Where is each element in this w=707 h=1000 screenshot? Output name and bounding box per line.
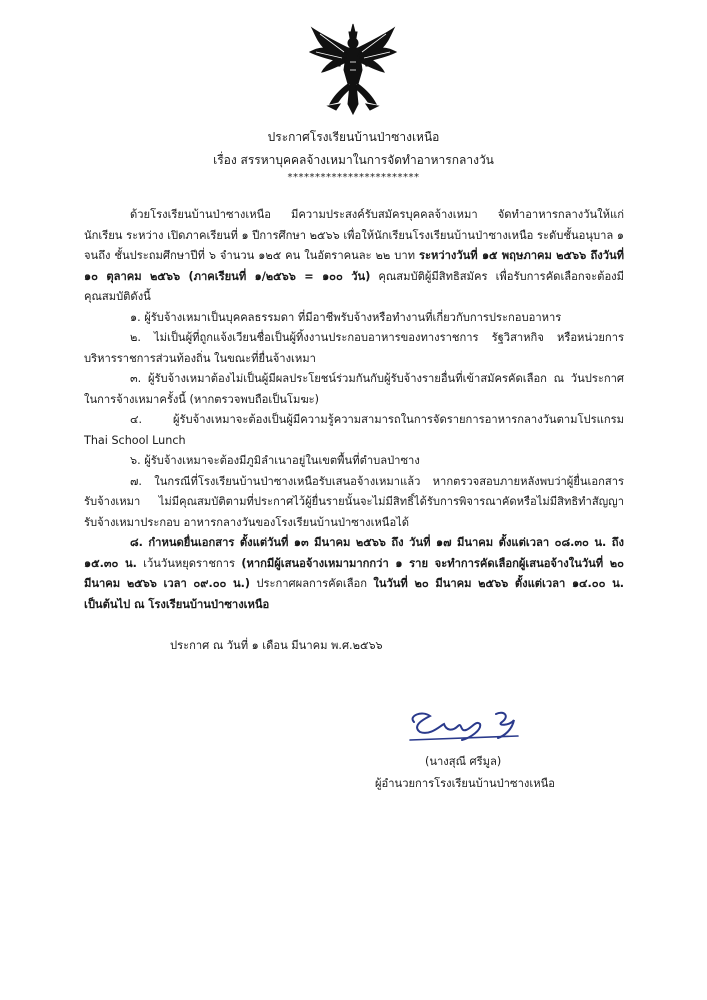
item8-text-1: เว้นวันหยุดราชการ <box>136 556 242 570</box>
signature-icon <box>400 706 530 746</box>
signer-position: ผู้อำนวยการโรงเรียนบ้านป่าซางเหนือ <box>375 777 555 790</box>
signer-name: (นางสุณี ศรีมูล) <box>425 755 502 768</box>
qualification-item-7: ๗. ในกรณีที่โรงเรียนบ้านป่าซางเหนือรับเสนอจ้างเหมาแล้ว หากตรวจสอบภายหลังพบว่าผู้ยื่นเอกสารรับจ้างเหมา ไม่มีคุณสมบัติตามที่ประกาศไว้ผู้ยื่นรายนั้นจะไม่มีสิทธิ์ได้รับการพิจารณาคัดหรือไม่มีสิทธิทำสัญญารับจ้างเหมาประกอบ อาหารกลางวันของโรงเรียนบ้านป่าซางเหนือได้ <box>84 474 624 529</box>
item8-bold-1: ๘. กำหนดยื่นเอกสาร ตั้งแต่วันที่ ๑๓ มีนาคม ๒๕๖๖ ถึง วันที่ ๑๗ มีนาคม ตั้งแต่เวลา ๐๘.๓๐ น. ถึง ๑๕.๓๐ น. <box>84 536 624 570</box>
qualification-item-1: ๑. ผู้รับจ้างเหมาเป็นบุคคลธรรมดา ที่มีอาชีพรับจ้างหรือทำงานที่เกี่ยวกับการประกอบอาหาร <box>130 310 562 324</box>
item8-bold-3: ในวันที่ ๒๐ มีนาคม ๒๕๖๖ ตั้งแต่เวลา ๑๔.๐๐ น. เป็นต้นไป ณ โรงเรียนบ้านป่าซางเหนือ <box>84 577 624 611</box>
qualification-item-4: ๔. ผู้รับจ้างเหมาจะต้องเป็นผู้มีความรู้ความสามารถในการจัดรายการอาหารกลางวันตามโปรแกรม Thai School Lunch <box>84 413 624 447</box>
announcement-body <box>84 205 624 615</box>
submission-item-8 <box>84 533 624 615</box>
item8-bold-2: (หากมีผู้เสนอจ้างเหมามากกว่า ๑ ราย จะทำการคัดเลือกผู้เสนอจ้างในวันที่ ๒๐ มีนาคม ๒๕๖๖ เวลา ๐๙.๐๐ น.) <box>84 556 625 590</box>
item8-text-2: ประกาศผลการคัดเลือก <box>250 577 374 590</box>
announcement-date: ประกาศ ณ วันที่ ๑ เดือน มีนาคม พ.ศ.๒๕๖๖ <box>170 639 383 652</box>
qualification-item-2: ๒. ไม่เป็นผู้ที่ถูกแจ้งเวียนชื่อเป็นผู้ทิ้งงานประกอบอาหารของทางราชการ รัฐวิสาหกิจ หรือหน่วยการบริหารราชการส่วนท้องถิ่น ในขณะที่ยื่นจ้างเหมา <box>84 331 624 365</box>
garuda-emblem-icon <box>306 22 400 116</box>
intro-period-bold: ระหว่างวันที่ ๑๕ พฤษภาคม ๒๕๖๖ ถึงวันที่ ๑๐ ตุลาคม ๒๕๖๖ (ภาคเรียนที่ ๑/๒๕๖๖ = ๑๐๐ วัน) <box>84 249 625 283</box>
intro-text-2: คุณสมบัติผู้มีสิทธิสมัคร เพื่อรับการคัดเลือกจะต้องมีคุณสมบัติดังนี้ <box>84 269 624 303</box>
page-title: ประกาศโรงเรียนบ้านป่าซางเหนือ <box>267 130 440 144</box>
qualification-item-3: ๓. ผู้รับจ้างเหมาต้องไม่เป็นผู้มีผลประโยชน์ร่วมกันกับผู้รับจ้างรายอื่นที่เข้าสมัครคัดเลือก ณ วันประกาศ ในการจ้างเหมาครั้งนี้ (หากตรวจพบถือเป็นโมฆะ) <box>84 372 624 406</box>
intro-text-1: ด้วยโรงเรียนบ้านป่าซางเหนือ มีความประสงค์รับสมัครบุคคลจ้างเหมา จัดทำอาหารกลางวันให้แก่นักเรียน ระหว่าง เปิดภาคเรียนที่ ๑ ปีการศึกษา ๒๕๖๖ เพื่อให้นักเรียนโรงเรียนบ้านป่าซางเหนือ ระดับชั้นอนุบาล ๑ จนถึง ชั้นประถมศึกษาปีที่ ๖ จำนวน ๑๒๕ คน ในอัตราคนละ ๒๒ บาท <box>84 208 624 262</box>
subject-line: เรื่อง สรรหาบุคคลจ้างเหมาในการจัดทำอาหารกลางวัน <box>213 153 494 167</box>
stars-divider: ************************ <box>287 172 420 183</box>
intro-paragraph <box>84 205 624 308</box>
qualification-item-6: ๖. ผู้รับจ้างเหมาจะต้องมีภูมิลำเนาอยู่ในเขตพื้นที่ตำบลป่าซาง <box>130 454 420 467</box>
